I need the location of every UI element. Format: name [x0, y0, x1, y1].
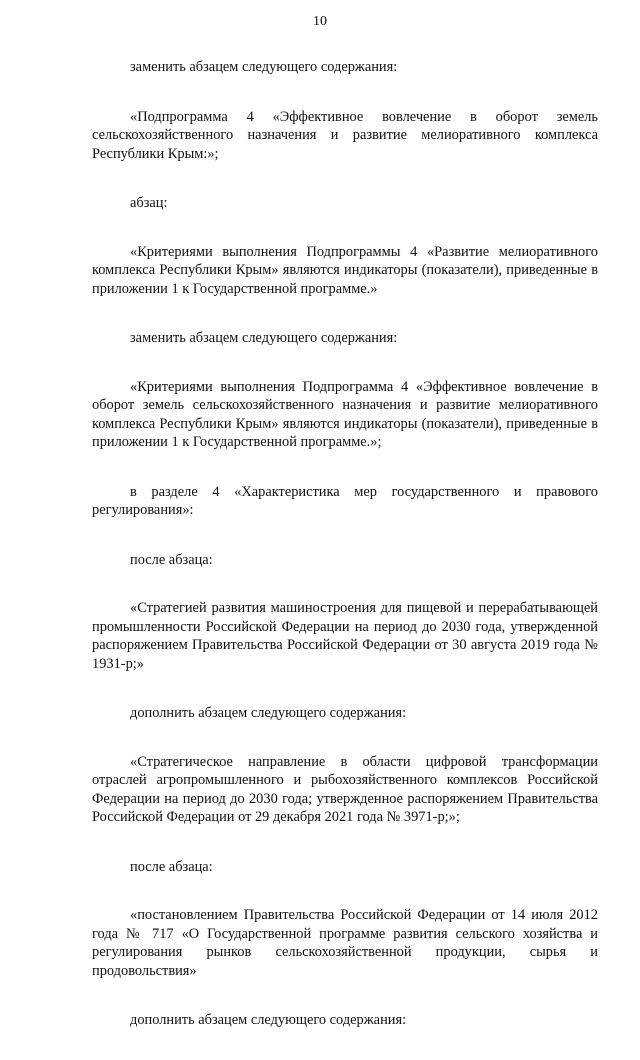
- paragraph-add-instruction-2: дополнить абзацем следующего содержания:: [130, 1012, 407, 1028]
- page-number: 10: [313, 14, 327, 29]
- paragraph-strategy-digital: «Стратегическое направление в области цифровой трансформации отраслей агропромышленного и рыбохозяйственного комплексов Российской Федерации на период до 2030 года; утвержденное распоряжением Правительства Российской Федерации от 29 декабря 2021 года № 3971-р;»;: [92, 753, 598, 825]
- paragraph-subprogram-title-quote: «Подпрограмма 4 «Эффективное вовлечение в оборот земель сельскохозяйственного назначения и развитие мелиоративного комплекса Республики Крым:»;: [92, 108, 598, 162]
- paragraph-resolution-717: «постановлением Правительства Российской Федерации от 14 июля 2012 года № 717 «О Государственной программе развития сельского хозяйства и регулирования рынков сельскохозяйственной продукции, сырья и продовольствия»: [92, 907, 598, 979]
- paragraph-after-abzac-1: после абзаца:: [130, 551, 213, 568]
- paragraph-criteria-old: «Критериями выполнения Подпрограммы 4 «Развитие мелиоративного комплекса Республики Крым» являются индикаторы (показатели), приведенные в приложении 1 к Государственной программе.»: [92, 243, 598, 297]
- paragraph-strategy-machinery: «Стратегией развития машиностроения для пищевой и перерабатывающей промышленности Российской Федерации на период до 2030 года, утвержденной распоряжением Правительства Российской Федерации от 30 августа 2019 года № 1931-р;»: [92, 600, 598, 672]
- document-body: [92, 58, 598, 1060]
- paragraph-abzac-label: абзац:: [130, 195, 168, 211]
- paragraph-section-4-reference: в разделе 4 «Характеристика мер государственного и правового регулирования»:: [92, 483, 598, 518]
- paragraph-after-abzac-2: после абзаца:: [130, 858, 213, 875]
- paragraph-criteria-new: «Критериями выполнения Подпрограмма 4 «Эффективное вовлечение в оборот земель сельскохозяйственного назначения и развитие мелиоративного комплекса Республики Крым» являются индикаторы (показатели), приведенные в приложении 1 к Государственной программе.»;: [92, 378, 598, 450]
- paragraph-replace-instruction-2: заменить абзацем следующего содержания:: [130, 330, 398, 346]
- paragraph-add-instruction-1: дополнить абзацем следующего содержания:: [130, 705, 407, 721]
- paragraph-replace-instruction-1: заменить абзацем следующего содержания:: [130, 59, 398, 75]
